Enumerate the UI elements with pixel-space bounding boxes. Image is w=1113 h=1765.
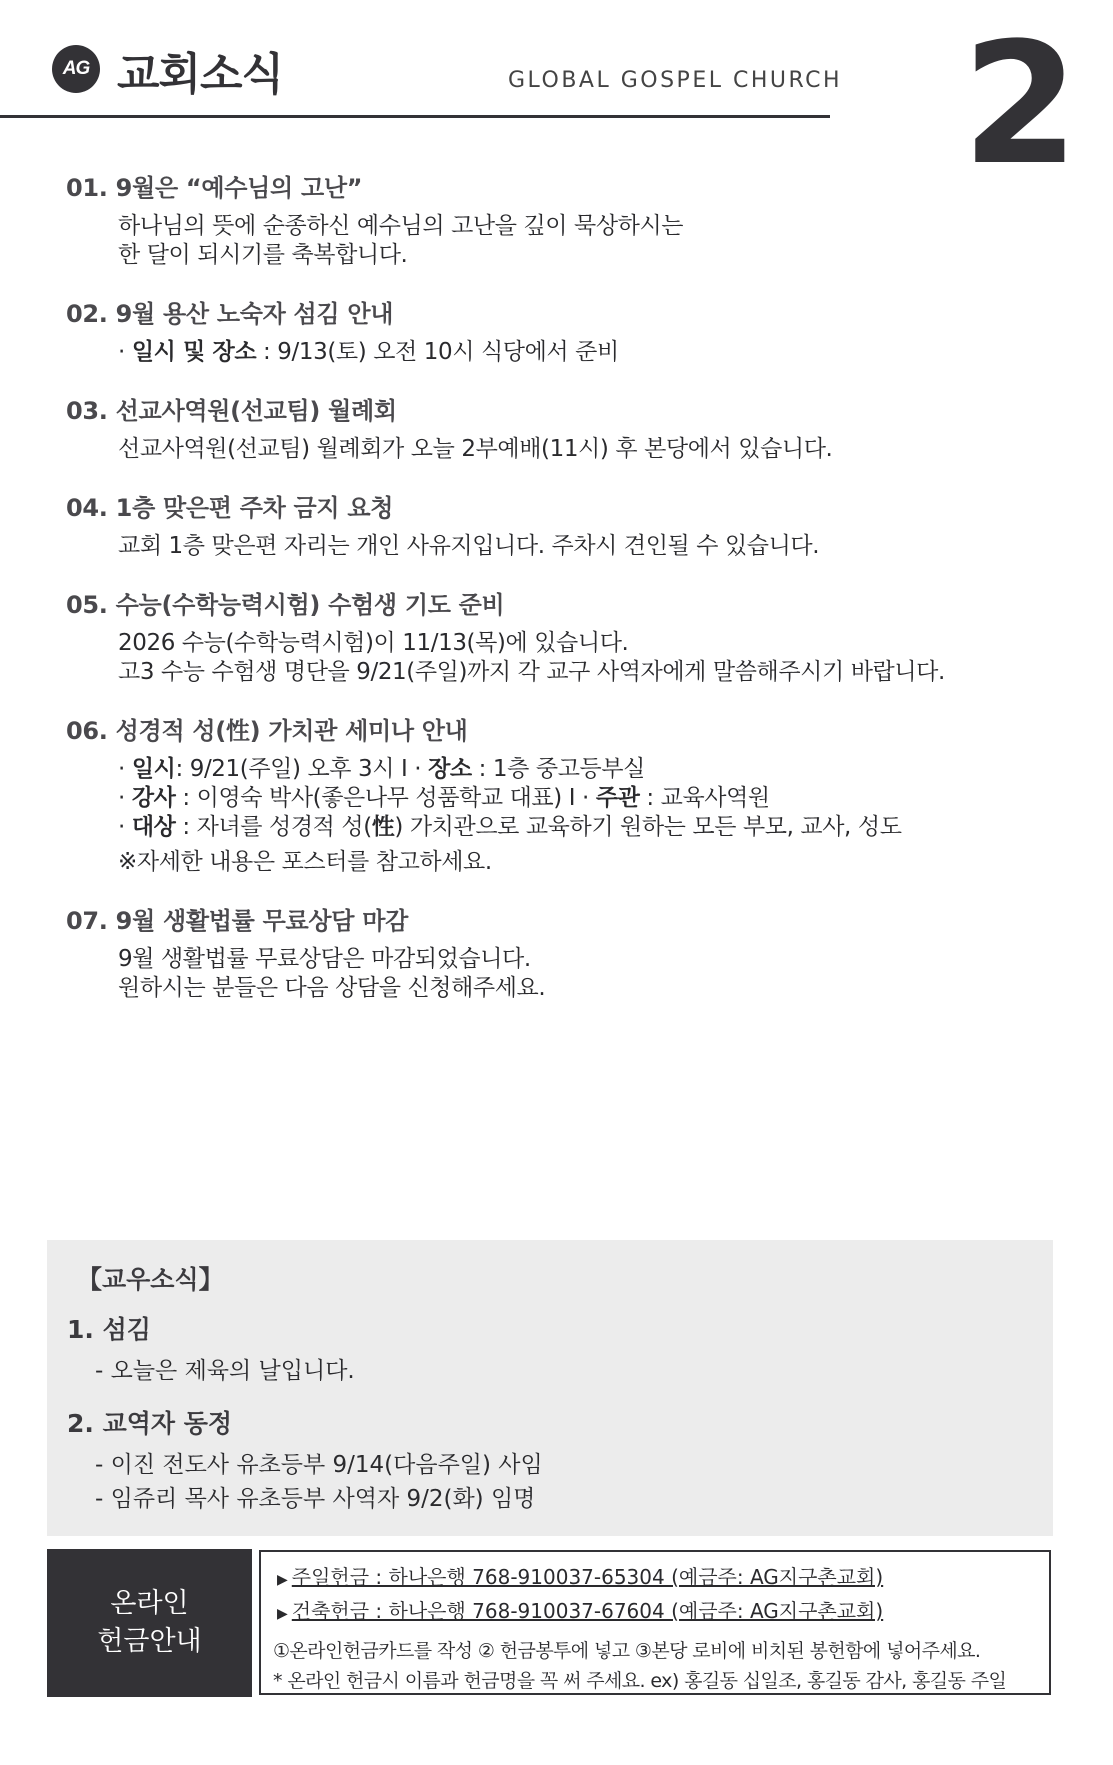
body-line: 2026 수능(수학능력시험)이 11/13(목)에 있습니다. xyxy=(118,630,629,656)
body-line: 한 달이 되시기를 축복합니다. xyxy=(118,242,408,268)
online-offering-label xyxy=(47,1549,252,1697)
announcement-heading: 02. 9월 용산 노숙자 섬김 안내 xyxy=(66,300,394,328)
body-line: 9월 생활법률 무료상담은 마감되었습니다. xyxy=(118,946,531,972)
church-logo xyxy=(52,45,100,93)
note-line: ※자세한 내용은 포스터를 참고하세요. xyxy=(118,849,492,875)
body-line: 선교사역원(선교팀) 월례회가 오늘 2부예배(11시) 후 본당에서 있습니다. xyxy=(118,436,833,462)
account-sunday xyxy=(277,1562,1037,1596)
announcement-body xyxy=(118,212,1056,270)
announcement-body xyxy=(118,532,1056,561)
church-name: GLOBAL GOSPEL CHURCH xyxy=(508,68,843,93)
text-date: : 9/21(주일) 오후 3시 I xyxy=(175,756,415,782)
announcement-body xyxy=(118,755,1056,877)
announcement-heading: 01. 9월은 “예수님의 고난” xyxy=(66,174,363,202)
announcement-01 xyxy=(66,168,1056,270)
announcement-heading: 04. 1층 맞은편 주차 금지 요청 xyxy=(66,494,394,522)
member-news-box xyxy=(47,1240,1053,1536)
bullet-label: 일시 및 장소 xyxy=(131,339,257,365)
body-line: · 일시 및 장소 : 9/13(토) 오전 10시 식당에서 준비 xyxy=(118,339,619,365)
text-speaker: : 이영숙 박사(좋은나무 성품학교 대표) I xyxy=(175,785,582,811)
announcement-02 xyxy=(66,294,1056,367)
member-section-heading: 1. 섬김 xyxy=(67,1315,151,1344)
offering-info-box xyxy=(259,1550,1051,1695)
text-audience-bold: 性 xyxy=(371,814,395,840)
account-text: 건축헌금 : 하나은행 768-910037-67604 (예금주: AG지구촌교회) xyxy=(291,1599,884,1623)
member-section-heading: 2. 교역자 동정 xyxy=(67,1409,233,1438)
body-line: 고3 수능 수험생 명단을 9/21(주일)까지 각 교구 사역자에게 말씀해주시기 바랍니다. xyxy=(118,659,945,685)
offering-label-line: 헌금안내 xyxy=(97,1626,202,1657)
announcement-body xyxy=(118,338,1056,367)
text-audience-rest: ) 가치관으로 교육하기 원하는 모든 부모, 교사, 성도 xyxy=(394,814,902,840)
announcement-heading: 05. 수능(수학능력시험) 수험생 기도 준비 xyxy=(66,591,505,619)
label-speaker: 강사 xyxy=(131,785,176,811)
body-line: · 일시: 9/21(주일) 오후 3시 I · 장소 : 1층 중고등부실 xyxy=(118,756,645,782)
label-audience: 대상 xyxy=(131,814,176,840)
account-text: 주일헌금 : 하나은행 768-910037-65304 (예금주: AG지구촌교회) xyxy=(291,1565,884,1589)
label-place: 장소 xyxy=(428,756,472,782)
body-line: 교회 1층 맞은편 자리는 개인 사유지입니다. 주차시 견인될 수 있습니다. xyxy=(118,533,820,559)
header-divider xyxy=(0,115,830,118)
offering-note-name: * 온라인 헌금시 이름과 헌금명을 꼭 써 주세요. ex) 홍길동 십일조, 홍길동 감사, 홍길동 주일 xyxy=(273,1670,1007,1692)
play-triangle-icon: ▶ xyxy=(277,1572,288,1588)
offering-note-steps: ①온라인헌금카드를 작성 ② 헌금봉투에 넣고 ③본당 로비에 비치된 봉헌함에 넣어주세요. xyxy=(273,1640,981,1662)
label-date: 일시 xyxy=(131,756,176,782)
announcement-heading: 06. 성경적 성(性) 가치관 세미나 안내 xyxy=(66,717,468,745)
announcement-heading: 07. 9월 생활법률 무료상담 마감 xyxy=(66,907,408,935)
announcements xyxy=(66,168,1056,1027)
member-section-line: - 이진 전도사 유초등부 9/14(다음주일) 사임 xyxy=(95,1452,543,1478)
page-number: 2 xyxy=(962,6,1079,202)
play-triangle-icon: ▶ xyxy=(277,1606,288,1622)
text-place: : 1층 중고등부실 xyxy=(471,756,645,782)
logo-text: AG xyxy=(62,58,90,79)
announcement-07 xyxy=(66,901,1056,1003)
announcement-heading: 03. 선교사역원(선교팀) 월례회 xyxy=(66,397,397,425)
page-title: 교회소식 xyxy=(117,49,284,100)
member-section-line: - 오늘은 제육의 날입니다. xyxy=(95,1358,355,1384)
announcement-03 xyxy=(66,391,1056,464)
text-audience: : 자녀를 성경적 성( xyxy=(175,814,372,840)
body-line: 원하시는 분들은 다음 상담을 신청해주세요. xyxy=(118,975,546,1001)
label-host: 주관 xyxy=(595,785,640,811)
member-section-line: - 임쥬리 목사 유초등부 사역자 9/2(화) 임명 xyxy=(95,1486,536,1512)
body-line: · 대상 : 자녀를 성경적 성(性) 가치관으로 교육하기 원하는 모든 부모, 교사, 성도 xyxy=(118,814,902,840)
offering-label-line: 온라인 xyxy=(110,1588,189,1619)
announcement-06 xyxy=(66,711,1056,877)
member-section-1 xyxy=(67,1310,1027,1388)
member-section-2 xyxy=(67,1404,1027,1516)
announcement-05 xyxy=(66,585,1056,687)
body-line: · 강사 : 이영숙 박사(좋은나무 성품학교 대표) I · 주관 : 교육사역원 xyxy=(118,785,770,811)
announcement-body xyxy=(118,629,1056,687)
text-host: : 교육사역원 xyxy=(639,785,770,811)
announcement-body xyxy=(118,435,1056,464)
body-line: 하나님의 뜻에 순종하신 예수님의 고난을 깊이 묵상하시는 xyxy=(118,213,684,239)
account-building xyxy=(277,1596,1037,1630)
announcement-04 xyxy=(66,488,1056,561)
bullet-text: : 9/13(토) 오전 10시 식당에서 준비 xyxy=(256,339,619,365)
announcement-body xyxy=(118,945,1056,1003)
member-news-title: 【교우소식】 xyxy=(77,1265,224,1294)
